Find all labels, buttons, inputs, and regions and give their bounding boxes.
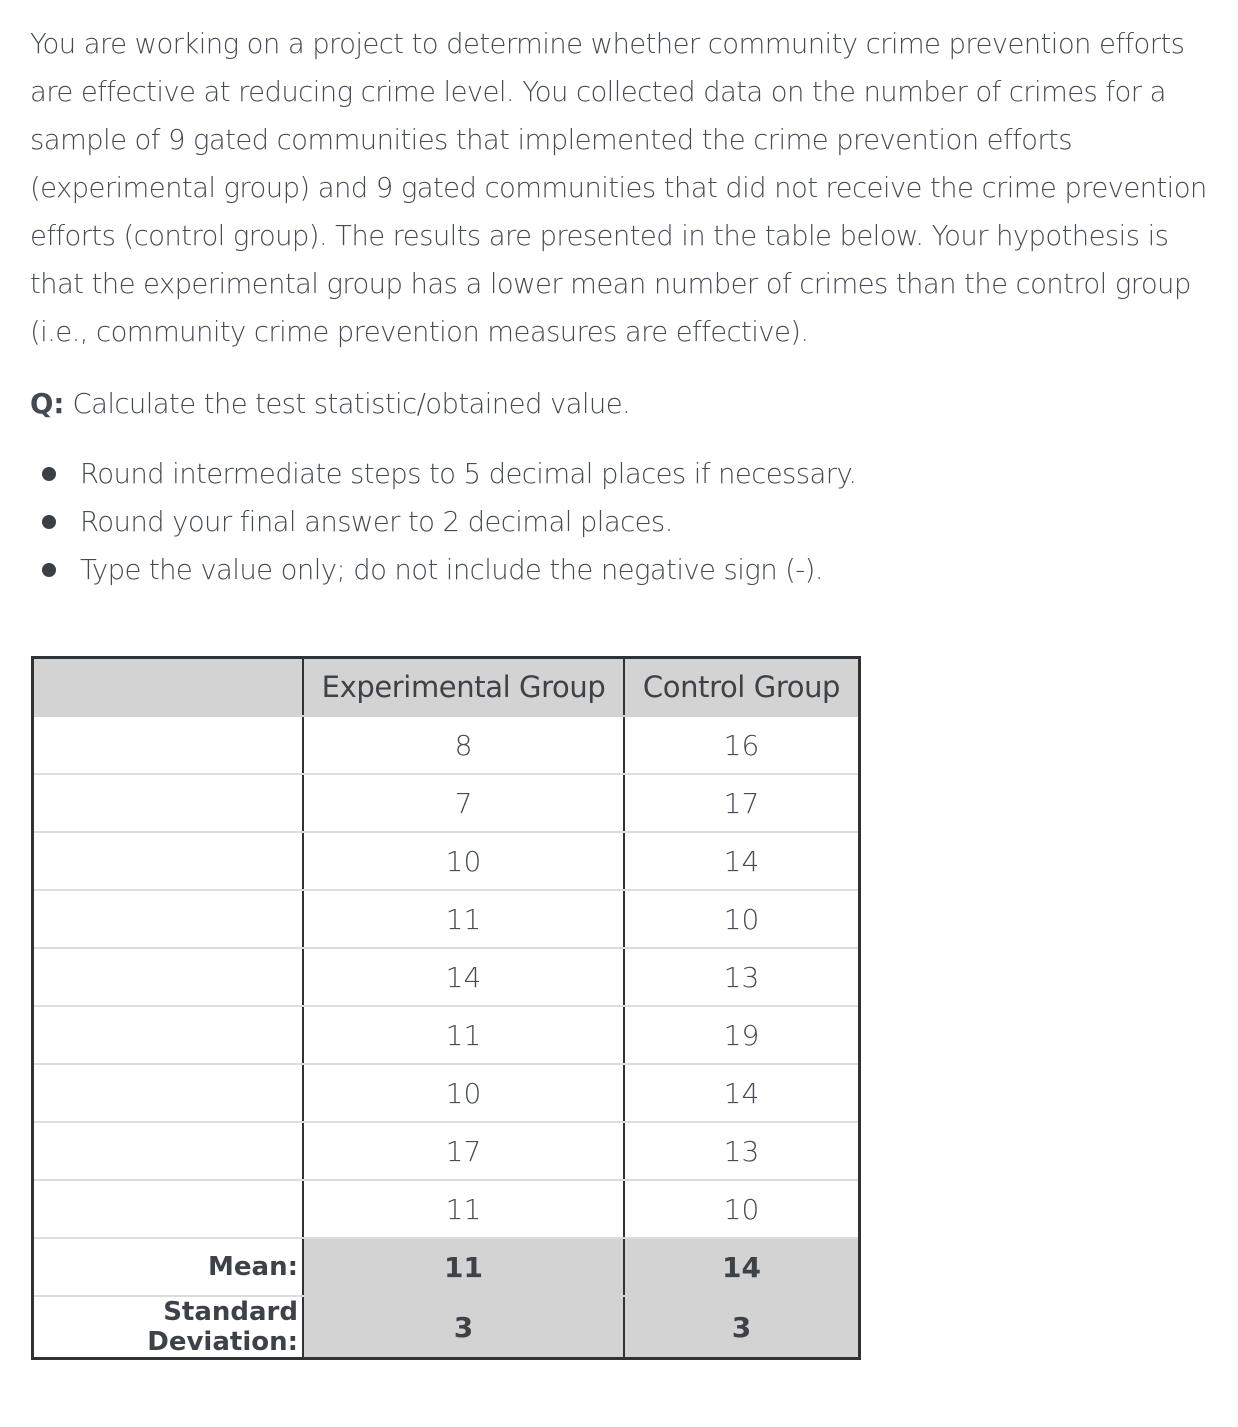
- control-value: 19: [624, 1006, 860, 1064]
- experimental-value: 8: [303, 716, 624, 774]
- row-label-cell: [33, 1064, 304, 1122]
- problem-intro: You are working on a project to determine whether community crime prevention efforts are effective at reducing crime level. You collected data on the number of crimes for a sample of 9 gated communities that implemented the crime prevention efforts (experimental group) and 9 gated communities that did not receive the crime prevention efforts (control group). The results are presented in the table below. Your hypothesis is that the experimental group has a lower mean number of crimes than the control group (i.e., community crime prevention measures are effective).: [30, 28, 1207, 348]
- table-row: [33, 716, 860, 774]
- question: [30, 380, 1210, 428]
- table-row: [33, 1006, 860, 1064]
- experimental-value: 17: [303, 1122, 624, 1180]
- row-label-cell: [33, 1180, 304, 1238]
- table-row: [33, 1122, 860, 1180]
- control-value: 14: [624, 832, 860, 890]
- control-value: 13: [624, 1122, 860, 1180]
- table-header-row: [33, 658, 860, 717]
- control-std-dev: 3: [624, 1296, 860, 1359]
- instruction-item: Type the value only; do not include the negative sign (-).: [80, 546, 1210, 594]
- control-value: 17: [624, 774, 860, 832]
- table-row: [33, 832, 860, 890]
- bullet-icon: [42, 467, 56, 481]
- control-value: 10: [624, 1180, 860, 1238]
- control-value: 16: [624, 716, 860, 774]
- experimental-value: 11: [303, 1006, 624, 1064]
- header-experimental-group: Experimental Group: [303, 658, 624, 717]
- row-label-cell: [33, 774, 304, 832]
- row-label-cell: [33, 1122, 304, 1180]
- experimental-value: 11: [303, 890, 624, 948]
- header-control-group: Control Group: [624, 658, 860, 717]
- experimental-value: 11: [303, 1180, 624, 1238]
- mean-row: [33, 1238, 860, 1296]
- row-label-cell: [33, 948, 304, 1006]
- control-value: 10: [624, 890, 860, 948]
- experimental-value: 7: [303, 774, 624, 832]
- control-value: 13: [624, 948, 860, 1006]
- table-row: [33, 1064, 860, 1122]
- control-mean: 14: [624, 1238, 860, 1296]
- row-label-cell: [33, 890, 304, 948]
- row-label-cell: [33, 1006, 304, 1064]
- experimental-value: 14: [303, 948, 624, 1006]
- experimental-value: 10: [303, 832, 624, 890]
- table-row: [33, 890, 860, 948]
- bullet-icon: [42, 515, 56, 529]
- instruction-item: Round your final answer to 2 decimal places.: [80, 498, 1210, 546]
- mean-label: Mean:: [33, 1238, 304, 1296]
- experimental-mean: 11: [303, 1238, 624, 1296]
- instructions-list: [30, 450, 1210, 594]
- header-blank: [33, 658, 304, 717]
- instruction-item: Round intermediate steps to 5 decimal places if necessary.: [80, 450, 1210, 498]
- table-row: [33, 774, 860, 832]
- problem-content: [30, 20, 1210, 594]
- row-label-cell: [33, 716, 304, 774]
- table-row: [33, 948, 860, 1006]
- question-label: Q:: [30, 388, 65, 420]
- experimental-value: 10: [303, 1064, 624, 1122]
- data-table: [31, 656, 861, 1360]
- table-row: [33, 1180, 860, 1238]
- std-dev-row: [33, 1296, 860, 1359]
- std-dev-label: Standard Deviation:: [33, 1296, 304, 1359]
- bullet-icon: [42, 563, 56, 577]
- experimental-std-dev: 3: [303, 1296, 624, 1359]
- control-value: 14: [624, 1064, 860, 1122]
- question-text: Calculate the test statistic/obtained value.: [64, 388, 631, 420]
- row-label-cell: [33, 832, 304, 890]
